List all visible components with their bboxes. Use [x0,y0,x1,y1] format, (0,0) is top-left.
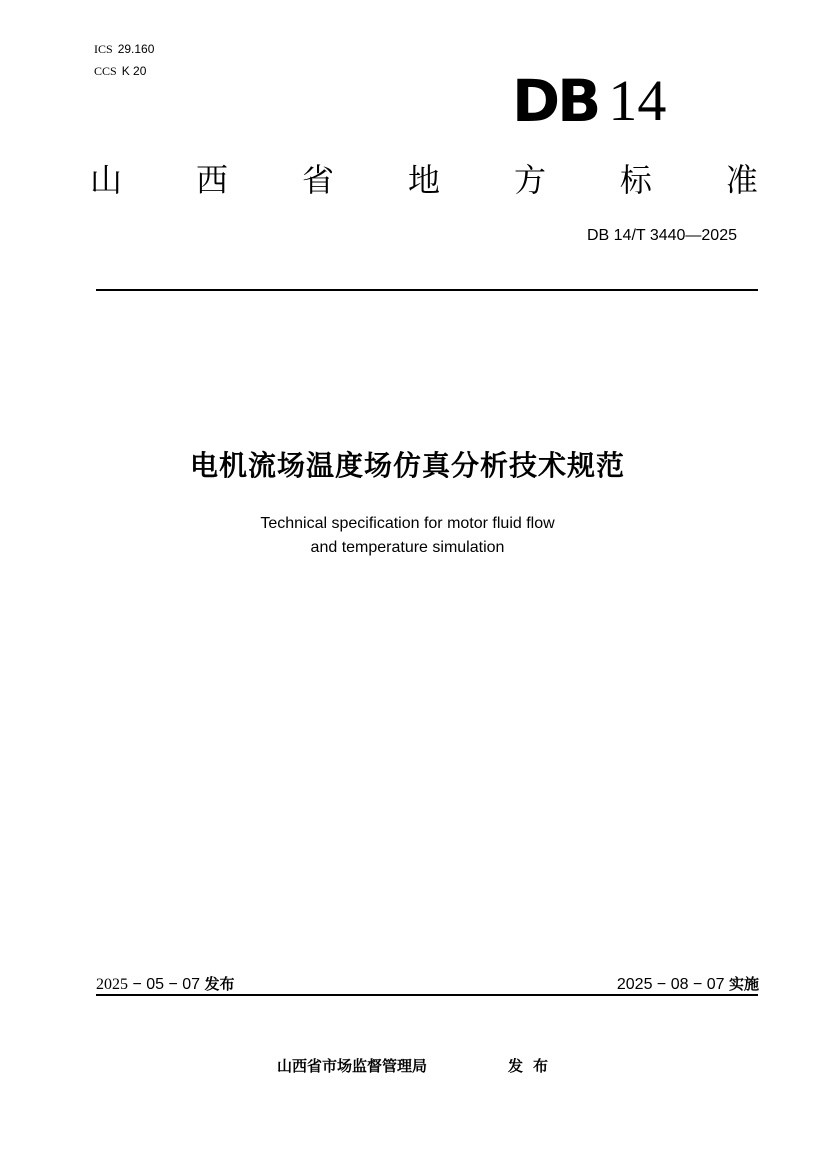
standard-type-char: 地 [407,161,440,199]
standard-type-char: 西 [195,161,228,199]
logo-number: 14 [608,68,667,133]
standard-type-char: 方 [513,161,546,199]
ccs-value: K 20 [121,64,147,78]
issue-date-year: 2025 [96,976,128,993]
standard-type-char: 省 [301,161,334,199]
ics-label: ICS [94,42,113,56]
issue-date [96,974,235,995]
ics-value: 29.160 [117,42,155,56]
issue-date-suffix: 发布 [204,975,235,993]
db-logo [512,67,667,135]
implementation-date-suffix: 实施 [728,975,759,993]
document-title-english-line1: Technical specification for motor fluid flow [260,515,555,532]
standard-type-heading [90,158,758,202]
ics-line [94,42,154,56]
standard-type-char: 山 [90,161,123,199]
document-title-english-line2: and temperature simulation [310,539,505,556]
ccs-label: CCS [94,64,117,78]
document-title-chinese: 电机流场温度场仿真分析技术规范 [189,449,625,482]
implementation-date-value: 2025 − 08 − 07 [616,976,729,993]
issuing-authority: 山西省市场监督管理局 [277,1057,428,1075]
header-divider [96,289,758,291]
standard-type-char: 标 [619,161,652,199]
footer-divider [96,994,758,996]
issue-label: 发布 [508,1057,559,1075]
logo-db-text: DB [512,67,599,135]
ccs-line [94,64,146,78]
standard-type-char: 准 [725,161,758,199]
issue-date-rest: − 05 − 07 [128,976,205,993]
standard-number: DB 14/T 3440—2025 [586,227,737,244]
implementation-date [617,974,759,995]
